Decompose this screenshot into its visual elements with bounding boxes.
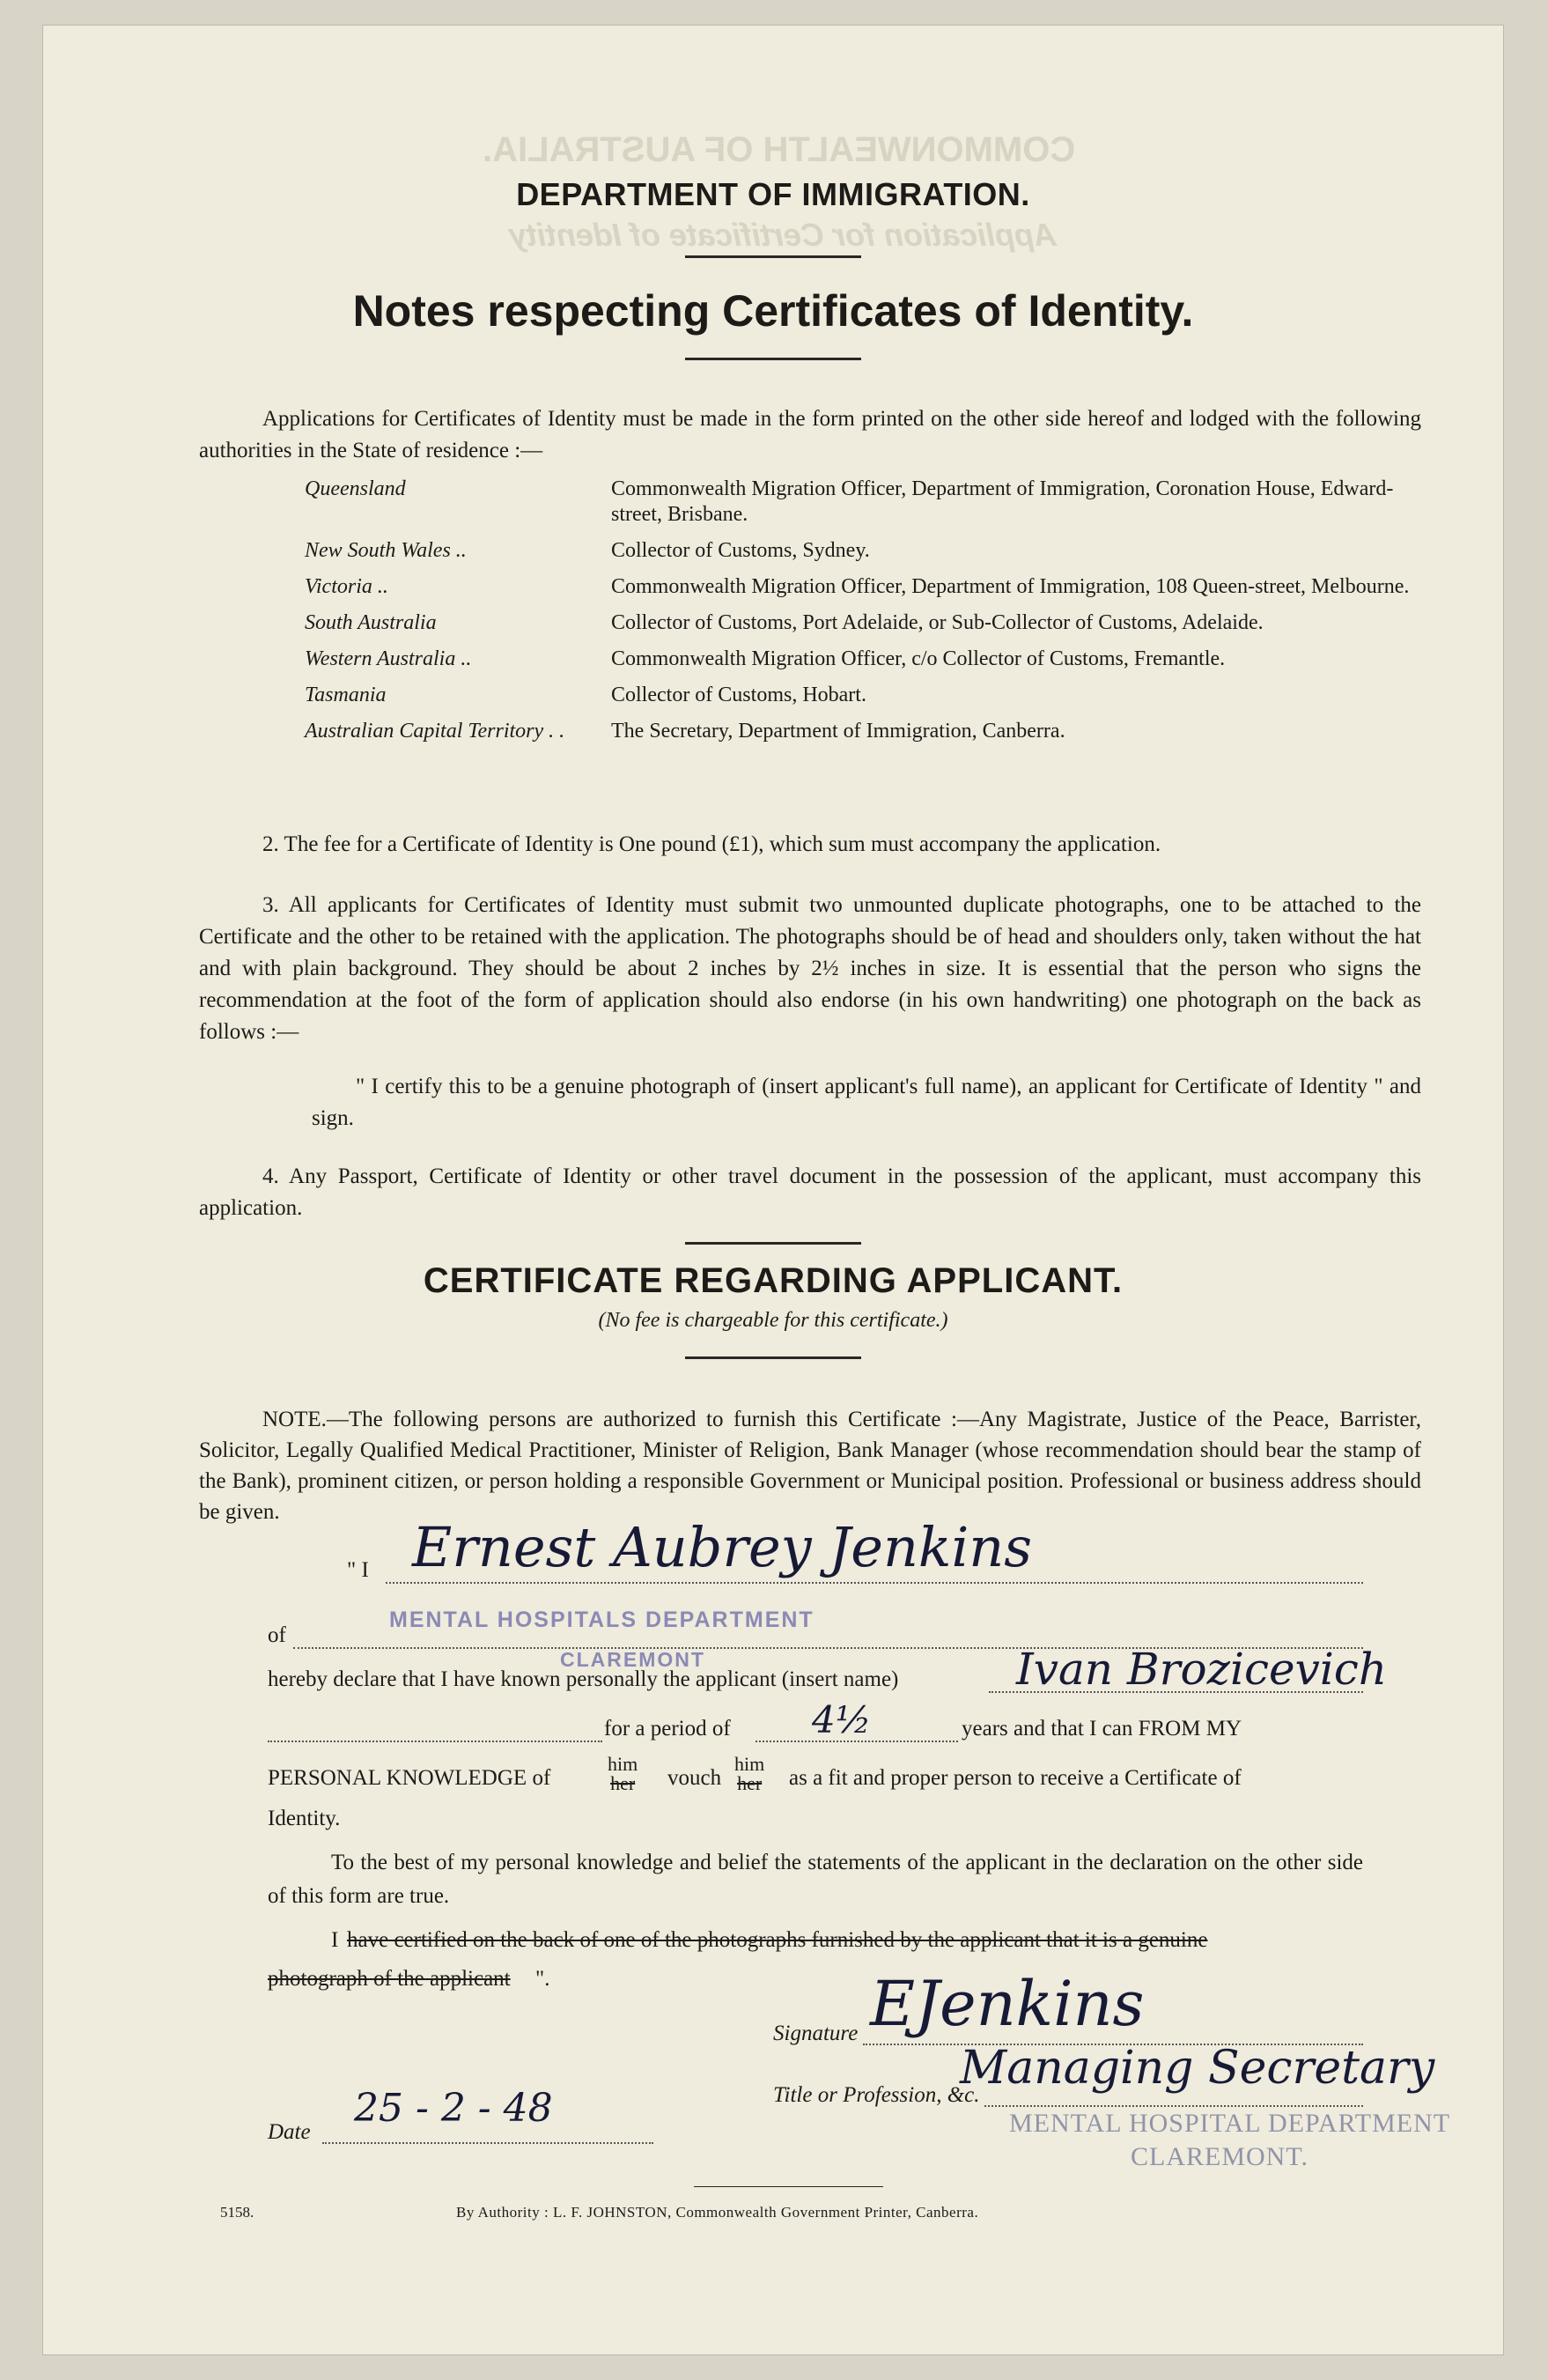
struck-end: ".: [535, 1967, 550, 1991]
i-label: " I: [347, 1558, 369, 1582]
certifier-name-handwritten: Ernest Aubrey Jenkins: [412, 1515, 1033, 1579]
belief-statement: To the best of my personal knowledge and belief the statements of the applicant in the declaration on the other side of this form are true.: [268, 1851, 1363, 1908]
profession-stamp: MENTAL HOSPITAL DEPARTMENT: [1009, 2109, 1451, 2138]
address-stamp-town: CLAREMONT: [560, 1648, 705, 1671]
profession-handwritten: Managing Secretary: [960, 2042, 1435, 2095]
him-her-choice: [608, 1755, 638, 1793]
applicant-name-handwritten: Ivan Brozicevich: [1016, 1644, 1388, 1695]
him-her-choice-2: [734, 1755, 764, 1793]
page-title: Notes respecting Certificates of Identity.: [352, 286, 1194, 336]
certificate-note: NOTE.—The following persons are authorized to furnish this Certificate :—Any Magistrate, Justice of the Peace, Barrister, Solicitor, Legally Qualified Medical Practitioner, Minister of Religion, Bank Manager (whose recommendation should bear the stamp of the Bank), prominent citizen, or person holding a responsible Government or Municipal position. Professional or business address should be given.: [199, 1408, 1421, 1524]
identity-word: Identity.: [268, 1807, 341, 1830]
authority-row: [305, 574, 1423, 600]
vouch-label: vouch: [667, 1766, 722, 1790]
divider: [685, 1242, 861, 1245]
authority-row: [305, 719, 1423, 744]
authority-text: Collector of Customs, Hobart.: [611, 684, 866, 706]
her-option: her: [737, 1772, 763, 1794]
authority-text: Commonwealth Migration Officer, c/o Collector of Customs, Fremantle.: [611, 647, 1226, 670]
state-name: Australian Capital Territory . .: [305, 720, 565, 743]
authority-text: Collector of Customs, Sydney.: [611, 539, 870, 562]
authority-row: [305, 647, 1423, 672]
certificate-title: CERTIFICATE REGARDING APPLICANT.: [423, 1261, 1124, 1300]
state-name: Tasmania: [305, 684, 387, 706]
authority-row: [305, 538, 1423, 564]
authority-text: Collector of Customs, Port Adelaide, or Sub-Collector of Customs, Adelaide.: [611, 611, 1264, 634]
signature-label: Signature: [773, 2022, 859, 2045]
title-field-line: [984, 2105, 1363, 2107]
divider: [685, 1356, 861, 1359]
title-label: Title or Profession, &c.: [773, 2083, 980, 2107]
personal-knowledge-label: PERSONAL KNOWLEDGE of: [268, 1766, 551, 1790]
show-through-line-2: Application for Certificate of Identity: [509, 217, 1058, 253]
form-number: 5158.: [220, 2204, 254, 2221]
note-photographs: 3. All applicants for Certificates of Identity must submit two unmounted duplicate photographs, one to be attached to the Certificate and the other to be retained with the application. The photographs should be of head and shoulders only, taken without the hat and with plain background. They should be about 2 inches by 2½ inches in size. It is essential that the person who signs the recommendation at the foot of the form of application should also endorse (in his own handwriting) one photograph on the back as follows :—: [199, 893, 1421, 1044]
period-label: for a period of: [604, 1717, 731, 1741]
footer-divider: [694, 2186, 883, 2187]
authorities-table: [305, 477, 1423, 755]
show-through-line-1: COMMONWEALTH OF AUSTRALIA.: [483, 130, 1076, 169]
authority-row: [305, 683, 1423, 708]
date-handwritten: 25 - 2 - 48: [354, 2086, 553, 2131]
intro-paragraph: Applications for Certificates of Identity must be made in the form printed on the other side hereof and lodged with the following authorities in the State of residence :—: [199, 407, 1421, 462]
profession-stamp-town: CLAREMONT.: [1131, 2142, 1308, 2171]
name-field-line: [386, 1582, 1363, 1584]
state-name: Western Australia ..: [305, 647, 472, 670]
date-field-line: [322, 2142, 653, 2144]
years-label: years and that I can FROM MY: [962, 1717, 1242, 1741]
department-heading: DEPARTMENT OF IMMIGRATION.: [516, 176, 1030, 212]
note-fee: 2. The fee for a Certificate of Identity is One pound (£1), which sum must accompany the application.: [262, 832, 1161, 856]
divider: [685, 358, 861, 360]
photo-endorsement-quote: " I certify this to be a genuine photograph of (insert applicant's full name), an applicant for Certificate of Identity " and sign.: [312, 1075, 1421, 1130]
him-option: him: [734, 1753, 765, 1775]
printer-authority: By Authority : L. F. JOHNSTON, Commonwealth Government Printer, Canberra.: [456, 2204, 979, 2221]
state-name: South Australia: [305, 611, 437, 634]
period-handwritten: 4½: [812, 1698, 872, 1741]
struck-photo-certification: have certified on the back of one of the photographs furnished by the applicant that it is a genuine: [347, 1928, 1208, 1952]
date-label: Date: [268, 2120, 311, 2144]
address-stamp: MENTAL HOSPITALS DEPARTMENT: [389, 1608, 815, 1632]
signature-handwritten: EJenkins: [870, 1968, 1145, 2040]
authority-text: Commonwealth Migration Officer, Department of Immigration, 108 Queen-street, Melbourne.: [611, 575, 1410, 598]
divider: [685, 255, 861, 258]
him-option: him: [608, 1753, 638, 1775]
state-name: Queensland: [305, 477, 406, 500]
authority-text: Commonwealth Migration Officer, Department of Immigration, Coronation House, Edward-street, Brisbane.: [611, 477, 1394, 526]
document-page: [42, 25, 1504, 2355]
of-label: of: [268, 1623, 286, 1647]
certificate-subtitle: (No fee is chargeable for this certificate.): [598, 1309, 948, 1332]
struck-i: I: [331, 1928, 339, 1952]
her-option: her: [610, 1772, 636, 1794]
declare-label: hereby declare that I have known personally the applicant (insert name): [268, 1667, 899, 1691]
authority-row: [305, 610, 1423, 636]
authority-row: [305, 477, 1423, 528]
struck-photo-certification-2: photograph of the applicant: [268, 1967, 511, 1991]
authority-text: The Secretary, Department of Immigration, Canberra.: [611, 720, 1065, 743]
note-passport: 4. Any Passport, Certificate of Identity or other travel document in the possession of the applicant, must accompany this application.: [199, 1164, 1421, 1220]
fit-text: as a fit and proper person to receive a Certificate of: [789, 1766, 1242, 1790]
state-name: New South Wales ..: [305, 539, 467, 562]
state-name: Victoria ..: [305, 575, 388, 598]
blank-line: [268, 1741, 602, 1742]
